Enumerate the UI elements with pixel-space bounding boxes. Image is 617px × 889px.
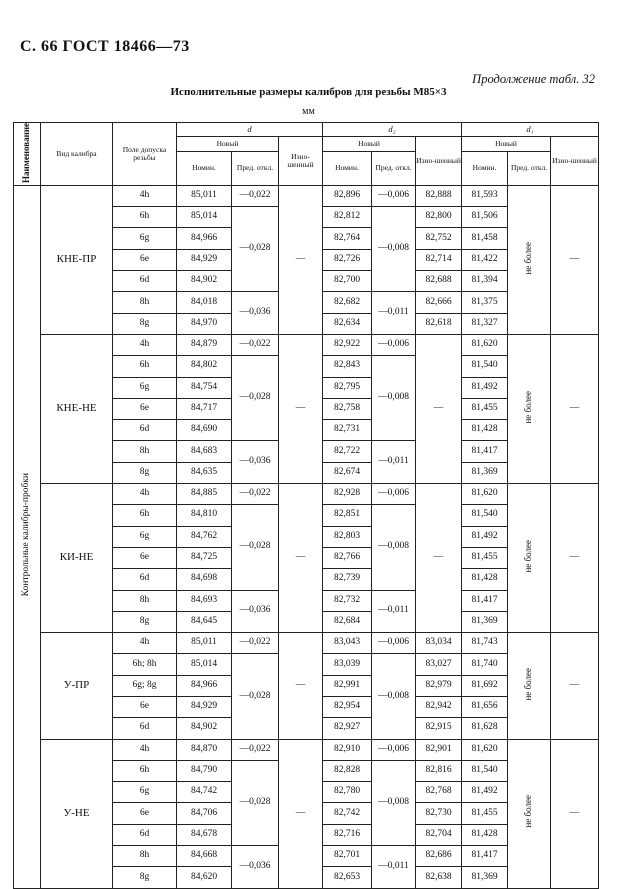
d-deviation: —0,022 xyxy=(232,334,279,355)
d1-deviation xyxy=(508,334,551,483)
d1-worn: — xyxy=(551,633,599,739)
d2-nominal: 82,742 xyxy=(323,803,372,824)
d2-worn: 82,714 xyxy=(416,249,462,270)
d1-nominal: 81,620 xyxy=(462,334,508,355)
d-nominal: 84,902 xyxy=(177,271,232,292)
d1-worn: — xyxy=(551,739,599,888)
d-nominal: 84,742 xyxy=(177,782,232,803)
d2-nominal: 82,716 xyxy=(323,824,372,845)
d-nominal: 84,018 xyxy=(177,292,232,313)
d1-nominal: 81,369 xyxy=(462,462,508,483)
tolerance-field: 4h xyxy=(113,484,177,505)
d2-nominal: 82,682 xyxy=(323,292,372,313)
tolerance-field: 8g xyxy=(113,462,177,483)
d2-nominal: 82,701 xyxy=(323,846,372,867)
tolerance-field: 6d xyxy=(113,718,177,739)
d-nominal: 84,810 xyxy=(177,505,232,526)
d2-worn: 82,800 xyxy=(416,207,462,228)
d2-nominal: 82,991 xyxy=(323,675,372,696)
d-worn: — xyxy=(279,633,323,739)
tolerance-field: 6e xyxy=(113,398,177,419)
d-nominal: 84,620 xyxy=(177,867,232,888)
tolerance-field: 6d xyxy=(113,420,177,441)
calibre-kind: КНЕ-ПР xyxy=(41,185,113,334)
tolerance-field: 6h xyxy=(113,207,177,228)
d2-deviation: —0,011 xyxy=(372,846,416,889)
d1-nominal: 81,593 xyxy=(462,185,508,206)
d-nominal: 84,725 xyxy=(177,547,232,568)
d1-nominal: 81,417 xyxy=(462,441,508,462)
d1-nominal: 81,428 xyxy=(462,420,508,441)
d2-nominal: 82,812 xyxy=(323,207,372,228)
d2-nominal: 82,803 xyxy=(323,526,372,547)
d1-nominal: 81,492 xyxy=(462,526,508,547)
d-nominal: 84,698 xyxy=(177,569,232,590)
d2-worn: 82,942 xyxy=(416,697,462,718)
col-kind-header: Вид калибра xyxy=(41,123,113,186)
d2-deviation: —0,008 xyxy=(372,654,416,739)
d2-nominal: 82,851 xyxy=(323,505,372,526)
d1-deviation xyxy=(508,484,551,633)
tolerance-field: 8h xyxy=(113,292,177,313)
d-nominal: 84,929 xyxy=(177,249,232,270)
d2-new-header: Новый xyxy=(323,137,416,152)
d2-deviation: —0,011 xyxy=(372,441,416,484)
d2-nominal: 82,739 xyxy=(323,569,372,590)
d2-worn: 82,730 xyxy=(416,803,462,824)
tolerance-field: 6g; 8g xyxy=(113,675,177,696)
d-nominal: 84,970 xyxy=(177,313,232,334)
ne-bolee-text: не более xyxy=(523,539,534,573)
table-row xyxy=(14,484,599,505)
ne-bolee-text: не более xyxy=(523,241,534,275)
d1-nominal: 81,369 xyxy=(462,611,508,632)
d-deviation: —0,036 xyxy=(232,292,279,335)
d1-nominal: 81,455 xyxy=(462,547,508,568)
d2-worn: 82,688 xyxy=(416,271,462,292)
d1-nominal: 81,375 xyxy=(462,292,508,313)
tolerance-field: 4h xyxy=(113,334,177,355)
tolerance-field: 4h xyxy=(113,185,177,206)
tolerance-field: 6g xyxy=(113,228,177,249)
d1-deviation xyxy=(508,739,551,888)
d-nominal: 84,870 xyxy=(177,739,232,760)
table-row xyxy=(14,185,599,206)
d1-worn: — xyxy=(551,334,599,483)
tolerance-field: 8h xyxy=(113,846,177,867)
d1-dev-header: Пред. откл. xyxy=(508,151,551,185)
tolerance-field: 6g xyxy=(113,526,177,547)
ne-bolee-text: не более xyxy=(523,667,534,701)
d2-nom-header: Номин. xyxy=(323,151,372,185)
tolerance-field: 6d xyxy=(113,569,177,590)
d2-nominal: 82,634 xyxy=(323,313,372,334)
d2-worn: 82,686 xyxy=(416,846,462,867)
col-tolerance-header: Поле допуска резьбы xyxy=(113,123,177,186)
tolerance-field: 4h xyxy=(113,633,177,654)
d1-nominal: 81,327 xyxy=(462,313,508,334)
ne-bolee-text: не более xyxy=(523,390,534,424)
d2-nominal: 82,828 xyxy=(323,760,372,781)
table-row xyxy=(14,633,599,654)
d-deviation: —0,028 xyxy=(232,760,279,845)
d1-nom-header: Номин. xyxy=(462,151,508,185)
tolerance-field: 6h xyxy=(113,760,177,781)
d2-nominal: 82,766 xyxy=(323,547,372,568)
d2-worn: 82,888 xyxy=(416,185,462,206)
d-worn: — xyxy=(279,739,323,888)
d-nominal: 84,885 xyxy=(177,484,232,505)
category-label xyxy=(14,185,41,888)
d2-nominal: 82,954 xyxy=(323,697,372,718)
ne-bolee-text: не более xyxy=(523,795,534,828)
d2-nominal: 83,043 xyxy=(323,633,372,654)
calibre-table xyxy=(13,122,599,889)
d-worn: — xyxy=(279,185,323,334)
d-nominal: 84,929 xyxy=(177,697,232,718)
d1-nominal: 81,620 xyxy=(462,484,508,505)
tolerance-field: 6e xyxy=(113,803,177,824)
d-nominal: 84,706 xyxy=(177,803,232,824)
table-title: Исполнительные размеры калибров для резьбы M85×3 xyxy=(170,86,447,98)
d2-worn-header: Изно-шенный xyxy=(416,137,462,186)
d2-header: d₂ xyxy=(323,123,462,137)
d1-nominal: 81,428 xyxy=(462,569,508,590)
table-units: мм xyxy=(302,106,315,117)
d1-worn: — xyxy=(551,484,599,633)
d2-worn: 82,768 xyxy=(416,782,462,803)
d2-worn: 82,752 xyxy=(416,228,462,249)
d2-nominal: 82,780 xyxy=(323,782,372,803)
d-deviation: —0,022 xyxy=(232,484,279,505)
d2-worn: — xyxy=(416,334,462,483)
d2-deviation: —0,008 xyxy=(372,207,416,292)
d1-header: d₁ xyxy=(462,123,599,137)
tolerance-field: 8h xyxy=(113,441,177,462)
d1-worn-header: Изно-шенный xyxy=(551,137,599,186)
col-name-header: Наименование xyxy=(14,123,41,186)
d1-nominal: 81,656 xyxy=(462,697,508,718)
d1-nominal: 81,417 xyxy=(462,846,508,867)
d2-nominal: 82,758 xyxy=(323,398,372,419)
d2-deviation: —0,011 xyxy=(372,590,416,633)
tolerance-field: 8g xyxy=(113,313,177,334)
d-deviation: —0,028 xyxy=(232,654,279,739)
d-nominal: 84,879 xyxy=(177,334,232,355)
d2-nominal: 82,928 xyxy=(323,484,372,505)
d2-nominal: 82,922 xyxy=(323,334,372,355)
d2-nominal: 82,700 xyxy=(323,271,372,292)
d-nominal: 84,645 xyxy=(177,611,232,632)
tolerance-field: 6d xyxy=(113,824,177,845)
d-deviation: —0,022 xyxy=(232,739,279,760)
tolerance-field: 6g xyxy=(113,377,177,398)
d2-nominal: 82,795 xyxy=(323,377,372,398)
d-nominal: 84,966 xyxy=(177,228,232,249)
tolerance-field: 8g xyxy=(113,611,177,632)
d-nominal: 84,678 xyxy=(177,824,232,845)
d1-nominal: 81,540 xyxy=(462,505,508,526)
d2-deviation: —0,006 xyxy=(372,484,416,505)
d2-worn: 82,618 xyxy=(416,313,462,334)
d2-nominal: 82,910 xyxy=(323,739,372,760)
d2-deviation: —0,008 xyxy=(372,356,416,441)
d1-nominal: 81,455 xyxy=(462,803,508,824)
d1-deviation xyxy=(508,633,551,739)
d-new-header: Новый xyxy=(177,137,279,152)
d2-worn: 83,034 xyxy=(416,633,462,654)
d1-nominal: 81,394 xyxy=(462,271,508,292)
d2-worn: 82,704 xyxy=(416,824,462,845)
d2-dev-header: Пред. откл. xyxy=(372,151,416,185)
d1-nominal: 81,740 xyxy=(462,654,508,675)
d-worn: — xyxy=(279,484,323,633)
d-deviation: —0,022 xyxy=(232,633,279,654)
calibre-kind: КИ-НЕ xyxy=(41,484,113,633)
d1-nominal: 81,422 xyxy=(462,249,508,270)
d-dev-header: Пред. откл. xyxy=(232,151,279,185)
tolerance-field: 6e xyxy=(113,547,177,568)
d-nominal: 84,717 xyxy=(177,398,232,419)
d2-nominal: 82,927 xyxy=(323,718,372,739)
d2-deviation: —0,006 xyxy=(372,633,416,654)
d2-worn: 82,638 xyxy=(416,867,462,888)
tolerance-field: 4h xyxy=(113,739,177,760)
d-nominal: 84,635 xyxy=(177,462,232,483)
page-header-right: Продолжение табл. 32 xyxy=(472,72,595,86)
d1-nominal: 81,458 xyxy=(462,228,508,249)
d-nominal: 85,011 xyxy=(177,633,232,654)
tolerance-field: 6e xyxy=(113,697,177,718)
d-nominal: 84,754 xyxy=(177,377,232,398)
tolerance-field: 6h xyxy=(113,356,177,377)
d2-nominal: 82,732 xyxy=(323,590,372,611)
table-row xyxy=(14,739,599,760)
d-deviation: —0,022 xyxy=(232,185,279,206)
d1-nominal: 81,369 xyxy=(462,867,508,888)
d2-worn: 82,915 xyxy=(416,718,462,739)
d1-nominal: 81,628 xyxy=(462,718,508,739)
tolerance-field: 6e xyxy=(113,249,177,270)
d2-nominal: 82,722 xyxy=(323,441,372,462)
d2-deviation: —0,011 xyxy=(372,292,416,335)
d-nominal: 84,668 xyxy=(177,846,232,867)
d-worn: — xyxy=(279,334,323,483)
d2-worn: 82,979 xyxy=(416,675,462,696)
calibre-kind: У-НЕ xyxy=(41,739,113,888)
d2-deviation: —0,006 xyxy=(372,185,416,206)
d-nominal: 84,802 xyxy=(177,356,232,377)
d2-deviation: —0,008 xyxy=(372,505,416,590)
d2-nominal: 82,674 xyxy=(323,462,372,483)
tolerance-field: 8g xyxy=(113,867,177,888)
d-nominal: 84,902 xyxy=(177,718,232,739)
d2-nominal: 82,653 xyxy=(323,867,372,888)
d-nominal: 85,014 xyxy=(177,654,232,675)
d-deviation: —0,028 xyxy=(232,505,279,590)
d-nom-header: Номин. xyxy=(177,151,232,185)
d2-nominal: 82,684 xyxy=(323,611,372,632)
d2-worn: — xyxy=(416,484,462,633)
d-header: d xyxy=(177,123,323,137)
page-header-left: С. 66 ГОСТ 18466—73 xyxy=(20,38,190,55)
d-nominal: 84,790 xyxy=(177,760,232,781)
d2-worn: 83,027 xyxy=(416,654,462,675)
d-nominal: 85,014 xyxy=(177,207,232,228)
d1-nominal: 81,620 xyxy=(462,739,508,760)
d-deviation: —0,028 xyxy=(232,356,279,441)
tolerance-field: 6d xyxy=(113,271,177,292)
d-nominal: 84,693 xyxy=(177,590,232,611)
d1-nominal: 81,428 xyxy=(462,824,508,845)
d2-deviation: —0,006 xyxy=(372,334,416,355)
d-deviation: —0,036 xyxy=(232,846,279,889)
d2-nominal: 82,896 xyxy=(323,185,372,206)
d2-deviation: —0,006 xyxy=(372,739,416,760)
d2-nominal: 82,731 xyxy=(323,420,372,441)
d1-nominal: 81,540 xyxy=(462,356,508,377)
d2-deviation: —0,008 xyxy=(372,760,416,845)
d2-worn: 82,666 xyxy=(416,292,462,313)
tolerance-field: 6g xyxy=(113,782,177,803)
d2-worn: 82,901 xyxy=(416,739,462,760)
d1-new-header: Новый xyxy=(462,137,551,152)
d1-nominal: 81,540 xyxy=(462,760,508,781)
d1-nominal: 81,692 xyxy=(462,675,508,696)
d-nominal: 84,966 xyxy=(177,675,232,696)
d-nominal: 84,683 xyxy=(177,441,232,462)
d-nominal: 85,011 xyxy=(177,185,232,206)
table-row xyxy=(14,334,599,355)
tolerance-field: 6h xyxy=(113,505,177,526)
d1-nominal: 81,506 xyxy=(462,207,508,228)
d-deviation: —0,036 xyxy=(232,441,279,484)
d-worn-header: Изно-шенный xyxy=(279,137,323,186)
calibre-kind: КНЕ-НЕ xyxy=(41,334,113,483)
tolerance-field: 6h; 8h xyxy=(113,654,177,675)
category-text: Контрольные калибры-пробки xyxy=(21,473,32,597)
d-deviation: —0,028 xyxy=(232,207,279,292)
d-nominal: 84,762 xyxy=(177,526,232,547)
d1-nominal: 81,492 xyxy=(462,782,508,803)
d2-worn: 82,816 xyxy=(416,760,462,781)
d1-nominal: 81,743 xyxy=(462,633,508,654)
d1-nominal: 81,492 xyxy=(462,377,508,398)
d2-nominal: 82,843 xyxy=(323,356,372,377)
d1-nominal: 81,417 xyxy=(462,590,508,611)
calibre-kind: У-ПР xyxy=(41,633,113,739)
d2-nominal: 83,039 xyxy=(323,654,372,675)
d-nominal: 84,690 xyxy=(177,420,232,441)
tolerance-field: 8h xyxy=(113,590,177,611)
d1-worn: — xyxy=(551,185,599,334)
d-deviation: —0,036 xyxy=(232,590,279,633)
d1-nominal: 81,455 xyxy=(462,398,508,419)
d1-deviation xyxy=(508,185,551,334)
d2-nominal: 82,764 xyxy=(323,228,372,249)
d2-nominal: 82,726 xyxy=(323,249,372,270)
